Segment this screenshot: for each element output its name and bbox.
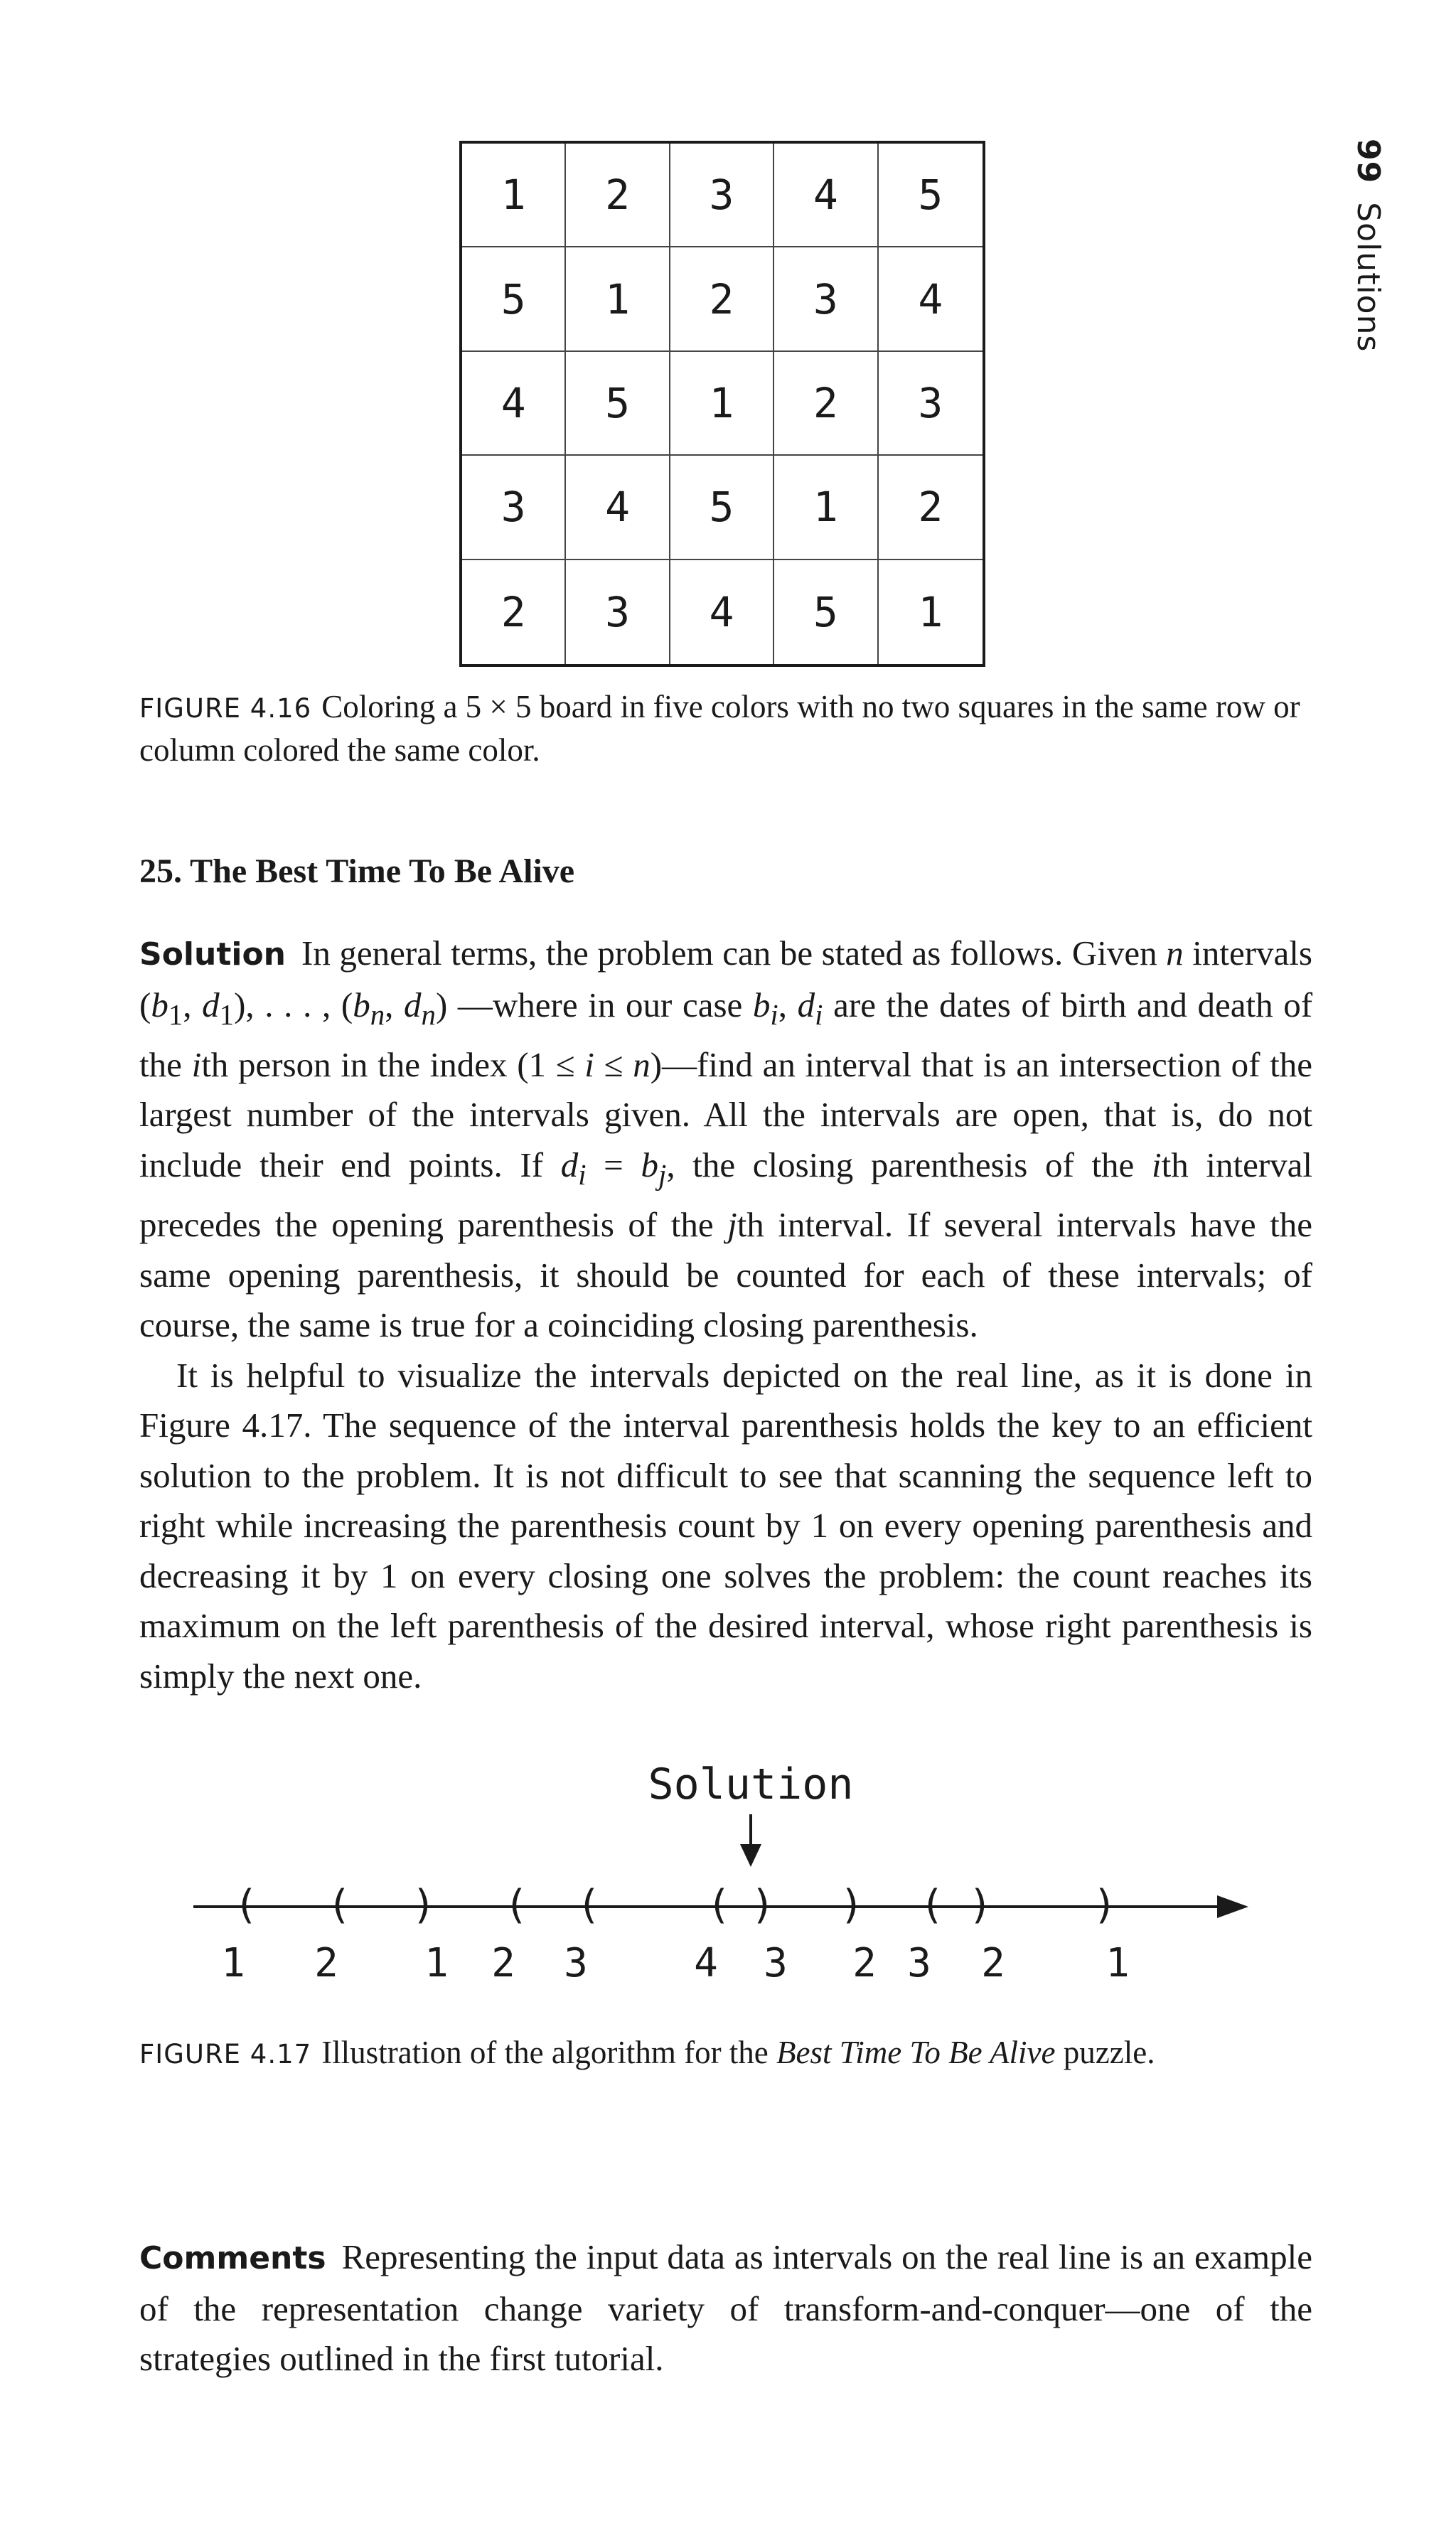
count-label: 1 <box>221 1940 245 1986</box>
board-cell: 3 <box>879 352 983 456</box>
comments-text <box>139 2232 1312 2384</box>
parenthesis-marks <box>221 1882 1130 1986</box>
solution-pointer-arrowhead <box>740 1844 761 1867</box>
board-cell: 2 <box>774 352 878 456</box>
close-parenthesis: ) <box>412 1882 436 1928</box>
open-parenthesis: ( <box>327 1882 351 1928</box>
figure-label: FIGURE 4.17 <box>139 2039 312 2070</box>
board-cell: 2 <box>879 456 983 560</box>
solution-label: Solution <box>139 936 286 973</box>
comments-paragraph: Comments Representing the input data as intervals on the real line is an example of the representation change variety of transform-and-conquer—one of the strategies outlined in the first tutorial. <box>139 2237 1312 2378</box>
close-parenthesis: ) <box>751 1882 775 1928</box>
latin-square-board <box>459 141 985 667</box>
board-cell: 2 <box>462 560 566 664</box>
board-cell: 3 <box>566 560 670 664</box>
board-cell: 5 <box>879 144 983 247</box>
board-cell: 4 <box>462 352 566 456</box>
board-cell: 4 <box>774 144 878 247</box>
open-parenthesis: ( <box>577 1882 601 1928</box>
figure-4-16-caption <box>139 686 1312 771</box>
close-parenthesis: ) <box>840 1882 864 1928</box>
real-line-arrowhead-icon <box>1217 1895 1248 1918</box>
count-label: 2 <box>981 1940 1005 1986</box>
solution-paragraph-1: Solution In general terms, the problem can be stated as follows. Given n intervals ($b_1$, $d_1$), . . . , ($b_n$, $d_n$) —where in our case $b_i$, $d_i$ are the dates of birth and death of the ith person in the index (1 ≤ i ≤ n)—find an interval that is an intersection of the largest number of the intervals given. All the intervals are open, that is, do not include their end points. If $d_i = b_j$, the closing parenthesis of the ith interval precedes the opening parenthesis of the jth interval. If several intervals have the same opening parenthesis, it should be counted for each of these intervals; of course, the same is true for a coinciding closing parenthesis. <box>139 933 1313 1345</box>
board-cell: 1 <box>566 247 670 351</box>
page-number: 99 <box>1350 139 1386 184</box>
board-cell: 2 <box>566 144 670 247</box>
board-cell: 5 <box>774 560 878 664</box>
board-cell: 4 <box>566 456 670 560</box>
board-cell: 4 <box>879 247 983 351</box>
board-cell: 1 <box>918 587 943 636</box>
section-heading: 25. The Best Time To Be Alive <box>139 852 575 890</box>
comments-label: Comments <box>139 2240 326 2276</box>
open-parenthesis: ( <box>707 1882 731 1928</box>
figure-label: FIGURE 4.16 <box>139 693 312 724</box>
solution-text <box>139 928 1312 1701</box>
open-parenthesis: ( <box>504 1882 528 1928</box>
count-label: 2 <box>314 1940 338 1986</box>
board-cell: 1 <box>670 352 774 456</box>
count-label: 4 <box>694 1940 718 1986</box>
count-label: 2 <box>491 1940 515 1986</box>
board-cell: 5 <box>462 247 566 351</box>
board-cell: 5 <box>670 456 774 560</box>
board-cell: 3 <box>774 247 878 351</box>
count-label: 1 <box>1106 1940 1130 1986</box>
board-cell: 5 <box>566 352 670 456</box>
board-cell: 3 <box>670 144 774 247</box>
count-label: 3 <box>764 1940 788 1986</box>
running-head-section: Solutions <box>1350 202 1386 353</box>
solution-paragraph-2: It is helpful to visualize the intervals depicted on the real line, as it is done in Figure 4.17. The sequence of the interval parenthesis holds the key to an efficient solution to the problem. It is not difficult to see that scanning the sequence left to right while increasing the parenthesis count by 1 on every opening parenthesis and decreasing it by 1 on every closing one solves the problem: the count reaches its maximum on the left parenthesis of the desired interval, whose right parenthesis is simply the next one. <box>139 1355 1312 1696</box>
count-label: 3 <box>564 1940 588 1986</box>
interval-diagram-svg <box>139 1749 1312 2019</box>
board-cell: 1 <box>774 456 878 560</box>
caption-text: Coloring a 5 × 5 board in five colors with no two squares in the same row or column colored the same color. <box>139 689 1300 768</box>
open-parenthesis: ( <box>234 1882 258 1928</box>
board-cell: 1 <box>462 144 566 247</box>
interval-diagram <box>139 1749 1312 2019</box>
open-parenthesis: ( <box>920 1882 944 1928</box>
count-label: 3 <box>907 1940 931 1986</box>
board-cell: 2 <box>670 247 774 351</box>
running-head <box>1350 139 1386 352</box>
diagram-solution-label: Solution <box>648 1760 854 1809</box>
count-label: 2 <box>852 1940 877 1986</box>
close-parenthesis: ) <box>1093 1882 1117 1928</box>
figure-4-17-caption: FIGURE 4.17 Illustration of the algorithm for the Best Time To Be Alive puzzle. <box>139 2035 1155 2070</box>
board-cell: 3 <box>462 456 566 560</box>
close-parenthesis: ) <box>968 1882 992 1928</box>
board-cell: 4 <box>670 560 774 664</box>
count-label: 1 <box>424 1940 449 1986</box>
